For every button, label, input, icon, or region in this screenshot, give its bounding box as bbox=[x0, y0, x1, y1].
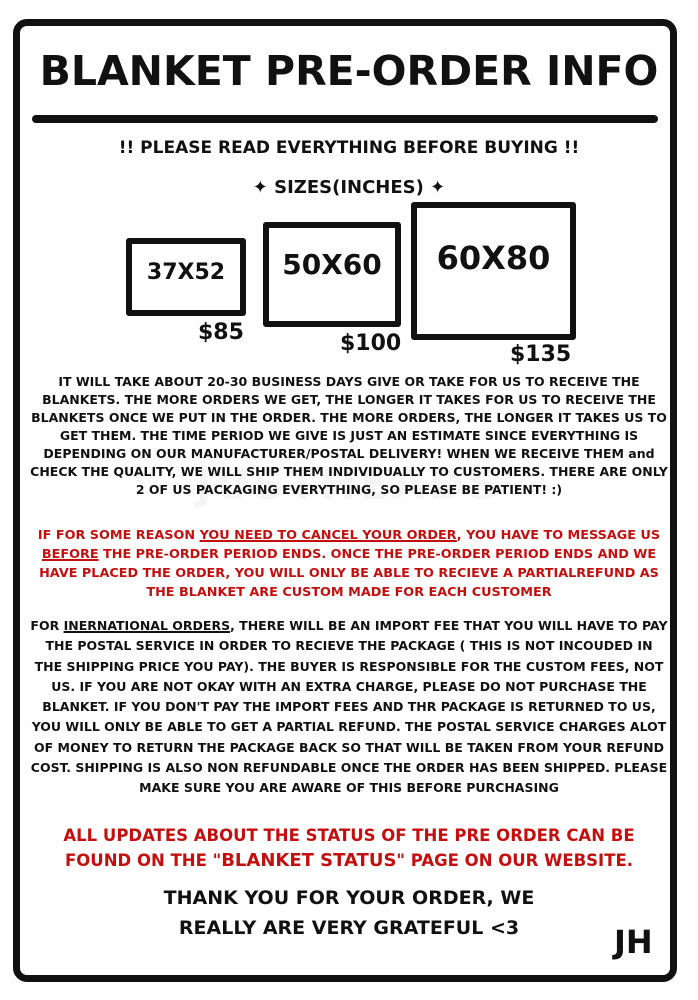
size-label: 37X52 bbox=[146, 259, 226, 285]
thanks-line: THANK YOU FOR YOUR ORDER, WE bbox=[163, 887, 535, 909]
signature: JH bbox=[614, 923, 653, 961]
cancellation-paragraph bbox=[30, 526, 668, 602]
cancel-text: , YOU HAVE TO MESSAGE US bbox=[456, 528, 661, 543]
size-box-large bbox=[411, 202, 576, 340]
status-updates-notice bbox=[20, 823, 678, 873]
shipping-time-paragraph: IT WILL TAKE ABOUT 20-30 BUSINESS DAYS GIVE OR TAKE FOR US TO RECEIVE THE BLANKETS. THE MORE ORDERS WE GET, THE LONGER IT TAKES FOR US TO RECEIVE THE BLANKETS ONCE WE PUT IN THE ORDER. THE MORE ORDERS, THE LONGER IT TAKES US TO GET THEM. THE TIME PERIOD WE GIVE IS JUST AN ESTIMATE SINCE EVERYTHING IS DEPENDING ON OUR MANUFACTURER/POSTAL DELIVERY! WHEN WE RECEIVE THEM and CHECK THE QUALITY, WE WILL SHIP THEM INDIVIDUALLY TO CUSTOMERS. THERE ARE ONLY 2 OF US PACKAGING EVERYTHING, SO PLEASE BE PATIENT! :) bbox=[30, 374, 668, 497]
thank-you-message bbox=[0, 883, 698, 943]
cancel-text: IF FOR SOME REASON bbox=[37, 528, 200, 543]
updates-line bbox=[20, 848, 678, 873]
title-divider bbox=[32, 115, 658, 123]
size-price: $100 bbox=[340, 331, 402, 356]
page-title: BLANKET PRE-ORDER INFO bbox=[39, 47, 659, 95]
sparkle-icon: ✦ bbox=[252, 177, 268, 198]
cancel-emphasis: BEFORE bbox=[41, 547, 99, 562]
size-box-small bbox=[126, 238, 246, 316]
size-price: $85 bbox=[198, 320, 244, 345]
updates-text: " PAGE ON OUR WEBSITE. bbox=[396, 851, 633, 870]
sparkle-icon: ✦ bbox=[430, 177, 446, 198]
size-box-medium bbox=[263, 222, 401, 327]
updates-line: ALL UPDATES ABOUT THE STATUS OF THE PRE ORDER CAN BE bbox=[63, 826, 635, 845]
cancel-emphasis: YOU NEED TO CANCEL YOUR ORDER bbox=[199, 528, 457, 543]
size-label: 50X60 bbox=[282, 248, 382, 281]
size-price: $135 bbox=[510, 342, 572, 367]
sizes-heading bbox=[0, 176, 698, 200]
international-orders-paragraph bbox=[30, 616, 668, 799]
size-label: 60X80 bbox=[436, 239, 551, 277]
thanks-line: REALLY ARE VERY GRATEFUL <3 bbox=[178, 917, 520, 939]
cancel-text: THE PRE-ORDER PERIOD ENDS. ONCE THE PRE-ORDER PERIOD ENDS AND WE HAVE PLACED THE ORDER, YOU WILL ONLY BE ABLE TO RECIEVE A PARTIALREFUND AS THE BLANKET ARE CUSTOM MADE FOR EACH CUSTOMER bbox=[39, 547, 659, 600]
intl-text: , THERE WILL BE AN IMPORT FEE THAT YOU WILL HAVE TO PAY THE POSTAL SERVICE IN ORDER TO RECIEVE THE PACKAGE ( THIS IS NOT INCOUDED IN THE SHIPPING PRICE YOU PAY). THE BUYER IS RESPONSIBLE FOR THE CUSTOM FEES, NOT US. IF YOU ARE NOT OKAY WITH AN EXTRA CHARGE, PLEASE DO NOT PURCHASE THE BLANKET. IF YOU DON'T PAY THE IMPORT FEES AND THR PACKAGE IS RETURNED TO US, YOU WILL ONLY BE ABLE TO GET A PARTIAL REFUND. THE POSTAL SERVICE CHARGES ALOT OF MONEY TO RETURN THE PACKAGE BACK SO THAT WILL BE TAKEN FROM YOUR REFUND COST. SHIPPING IS ALSO NON REFUNDABLE ONCE THE ORDER HAS BEEN SHIPPED. PLEASE MAKE SURE YOU ARE AWARE OF THIS BEFORE PURCHASING bbox=[30, 618, 668, 796]
updates-text: FOUND ON THE " bbox=[65, 851, 222, 870]
sizes-heading-label: SIZES(INCHES) bbox=[274, 177, 424, 198]
read-warning: !! PLEASE READ EVERYTHING BEFORE BUYING !! bbox=[118, 138, 580, 158]
intl-emphasis: INERNATIONAL ORDERS bbox=[63, 618, 231, 633]
blanket-status-highlight: BLANKET STATUS bbox=[221, 850, 397, 871]
intl-text: FOR bbox=[30, 618, 64, 633]
